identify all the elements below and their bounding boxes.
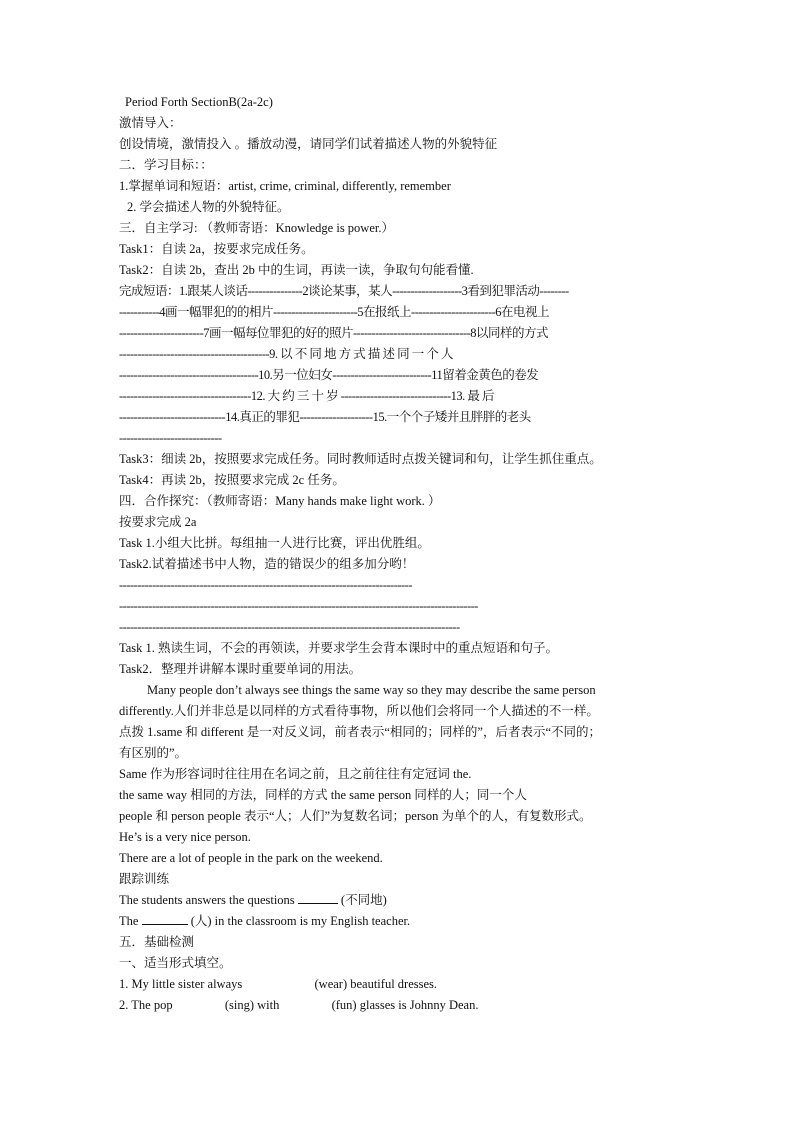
people-person-note: people 和 person people 表示“人；人们”为复数名词；person 为单个的人，有复数形式。 <box>119 809 592 823</box>
answer-line: -------------------------------------------------------------------------------------------------- <box>119 599 478 613</box>
practice-item-2 <box>119 911 675 932</box>
question-1-rest: (wear) beautiful dresses. <box>314 977 438 991</box>
document-page <box>119 92 675 1016</box>
practice-item-1 <box>119 890 675 911</box>
example-sentence-2: There are a lot of people in the park on the weekend. <box>119 851 383 865</box>
task-4: Task4：再读 2b，按照要求完成 2c 任务。 <box>119 473 345 487</box>
practice-1-text: The students answers the questions <box>119 893 295 907</box>
phrase-line: --------------------------------------10.另一位妇女---------------------------11留着金黄色的卷发 <box>119 368 539 382</box>
cooperation-task-2: Task2.试着描述书中人物，造的错误少的组多加分哟！ <box>119 557 415 571</box>
phrase-line: -----------------------------14.真正的罪犯--------------------15.一个个子矮并且胖胖的老头 <box>119 410 531 424</box>
same-way-phrases: the same way 相同的方法，同样的方式 the same person 同样的人；同一个人 <box>119 788 527 802</box>
question-2-text: 2. The pop <box>119 998 173 1012</box>
goals-heading: 二．学习目标：： <box>119 158 213 172</box>
practice-heading: 跟踪训练 <box>119 872 170 886</box>
basic-test-heading: 五．基础检测 <box>119 935 195 949</box>
intro-heading: 激情导入： <box>119 116 182 130</box>
goal-1: 1.掌握单词和短语：artist, crime, criminal, differently, remember <box>119 179 451 193</box>
key-sentence-line-2: differently.人们并非总是以同样的方式看待事物，所以他们会将同一个人描述的不一样。 <box>119 704 599 718</box>
phrase-line: -----------------------------------------9. 以 不 同 地 方 式 描 述 同 一 个 人 <box>119 347 454 361</box>
phrase-line: -----------4画一幅罪犯的的相片-----------------------5在报纸上-----------------------6在电视上 <box>119 305 550 319</box>
phrase-line: 完成短语：1.跟某人谈话---------------2谈论某事，某人-------------------3看到犯罪活动-------- <box>119 284 569 298</box>
same-usage-note: Same 作为形容词时往往用在名词之前，且之前往往有定冠词 the. <box>119 767 472 781</box>
goal-2: 2. 学会描述人物的外貌特征。 <box>127 200 290 214</box>
explain-task-2: Task2．整理并讲解本课时重要单词的用法。 <box>119 662 362 676</box>
task-1: Task1：自读 2a，按要求完成任务。 <box>119 242 314 256</box>
example-sentence-1: He’s is a very nice person. <box>119 830 251 844</box>
phrase-line: ---------------------------- <box>119 431 222 445</box>
cooperation-heading: 四．合作探究：（教师寄语：Many hands make light work. ） <box>119 494 441 508</box>
tip-line-2: 有区别的”。 <box>119 746 188 760</box>
cooperation-subheading: 按要求完成 2a <box>119 515 197 529</box>
blank <box>142 912 188 925</box>
lesson-title: Period Forth SectionB(2a-2c) <box>125 95 273 109</box>
explain-task-1: Task 1. 熟读生词，不会的再领读，并要求学生会背本课时中的重点短语和句子。 <box>119 641 559 655</box>
answer-line: -------------------------------------------------------------------------------- <box>119 578 413 592</box>
task-3: Task3：细读 2b，按照要求完成任务。同时教师适时点拨关键词和句，让学生抓住重点。 <box>119 452 602 466</box>
practice-2-rest: (人) in the classroom is my English teacher. <box>190 914 411 928</box>
key-sentence-line-1: Many people don’t always see things the same way so they may describe the same person <box>147 683 596 697</box>
basic-test-subheading: 一、适当形式填空。 <box>119 956 232 970</box>
task-2: Task2：自读 2b，查出 2b 中的生词，再读一读，争取句句能看懂. <box>119 263 474 277</box>
tip-line-1: 点拨 1.same 和 different 是一对反义词，前者表示“相同的；同样的”，后者表示“不同的； <box>119 725 602 739</box>
question-2-rest: (fun) glasses is Johnny Dean. <box>331 998 479 1012</box>
question-2-mid: (sing) with <box>224 998 280 1012</box>
phrase-line: -----------------------7画一幅每位罪犯的好的照片--------------------------------8以同样的方式 <box>119 326 548 340</box>
question-1-text: 1. My little sister always <box>119 977 243 991</box>
blank <box>298 891 338 904</box>
practice-2-text: The <box>119 914 139 928</box>
intro-text: 创设情境，激情投入 。播放动漫，请同学们试着描述人物的外貌特征 <box>119 137 498 151</box>
question-1 <box>119 974 675 995</box>
practice-1-hint: (不同地) <box>340 893 387 907</box>
phrase-line: ------------------------------------12. 大 约 三 十 岁 ------------------------------13. 最 后 <box>119 389 494 403</box>
question-2 <box>119 995 675 1016</box>
cooperation-task-1: Task 1.小组大比拼。每组抽一人进行比赛，评出优胜组。 <box>119 536 430 550</box>
answer-line: --------------------------------------------------------------------------------------------- <box>119 620 460 634</box>
self-study-heading: 三．自主学习: （教师寄语：Knowledge is power.） <box>119 221 394 235</box>
